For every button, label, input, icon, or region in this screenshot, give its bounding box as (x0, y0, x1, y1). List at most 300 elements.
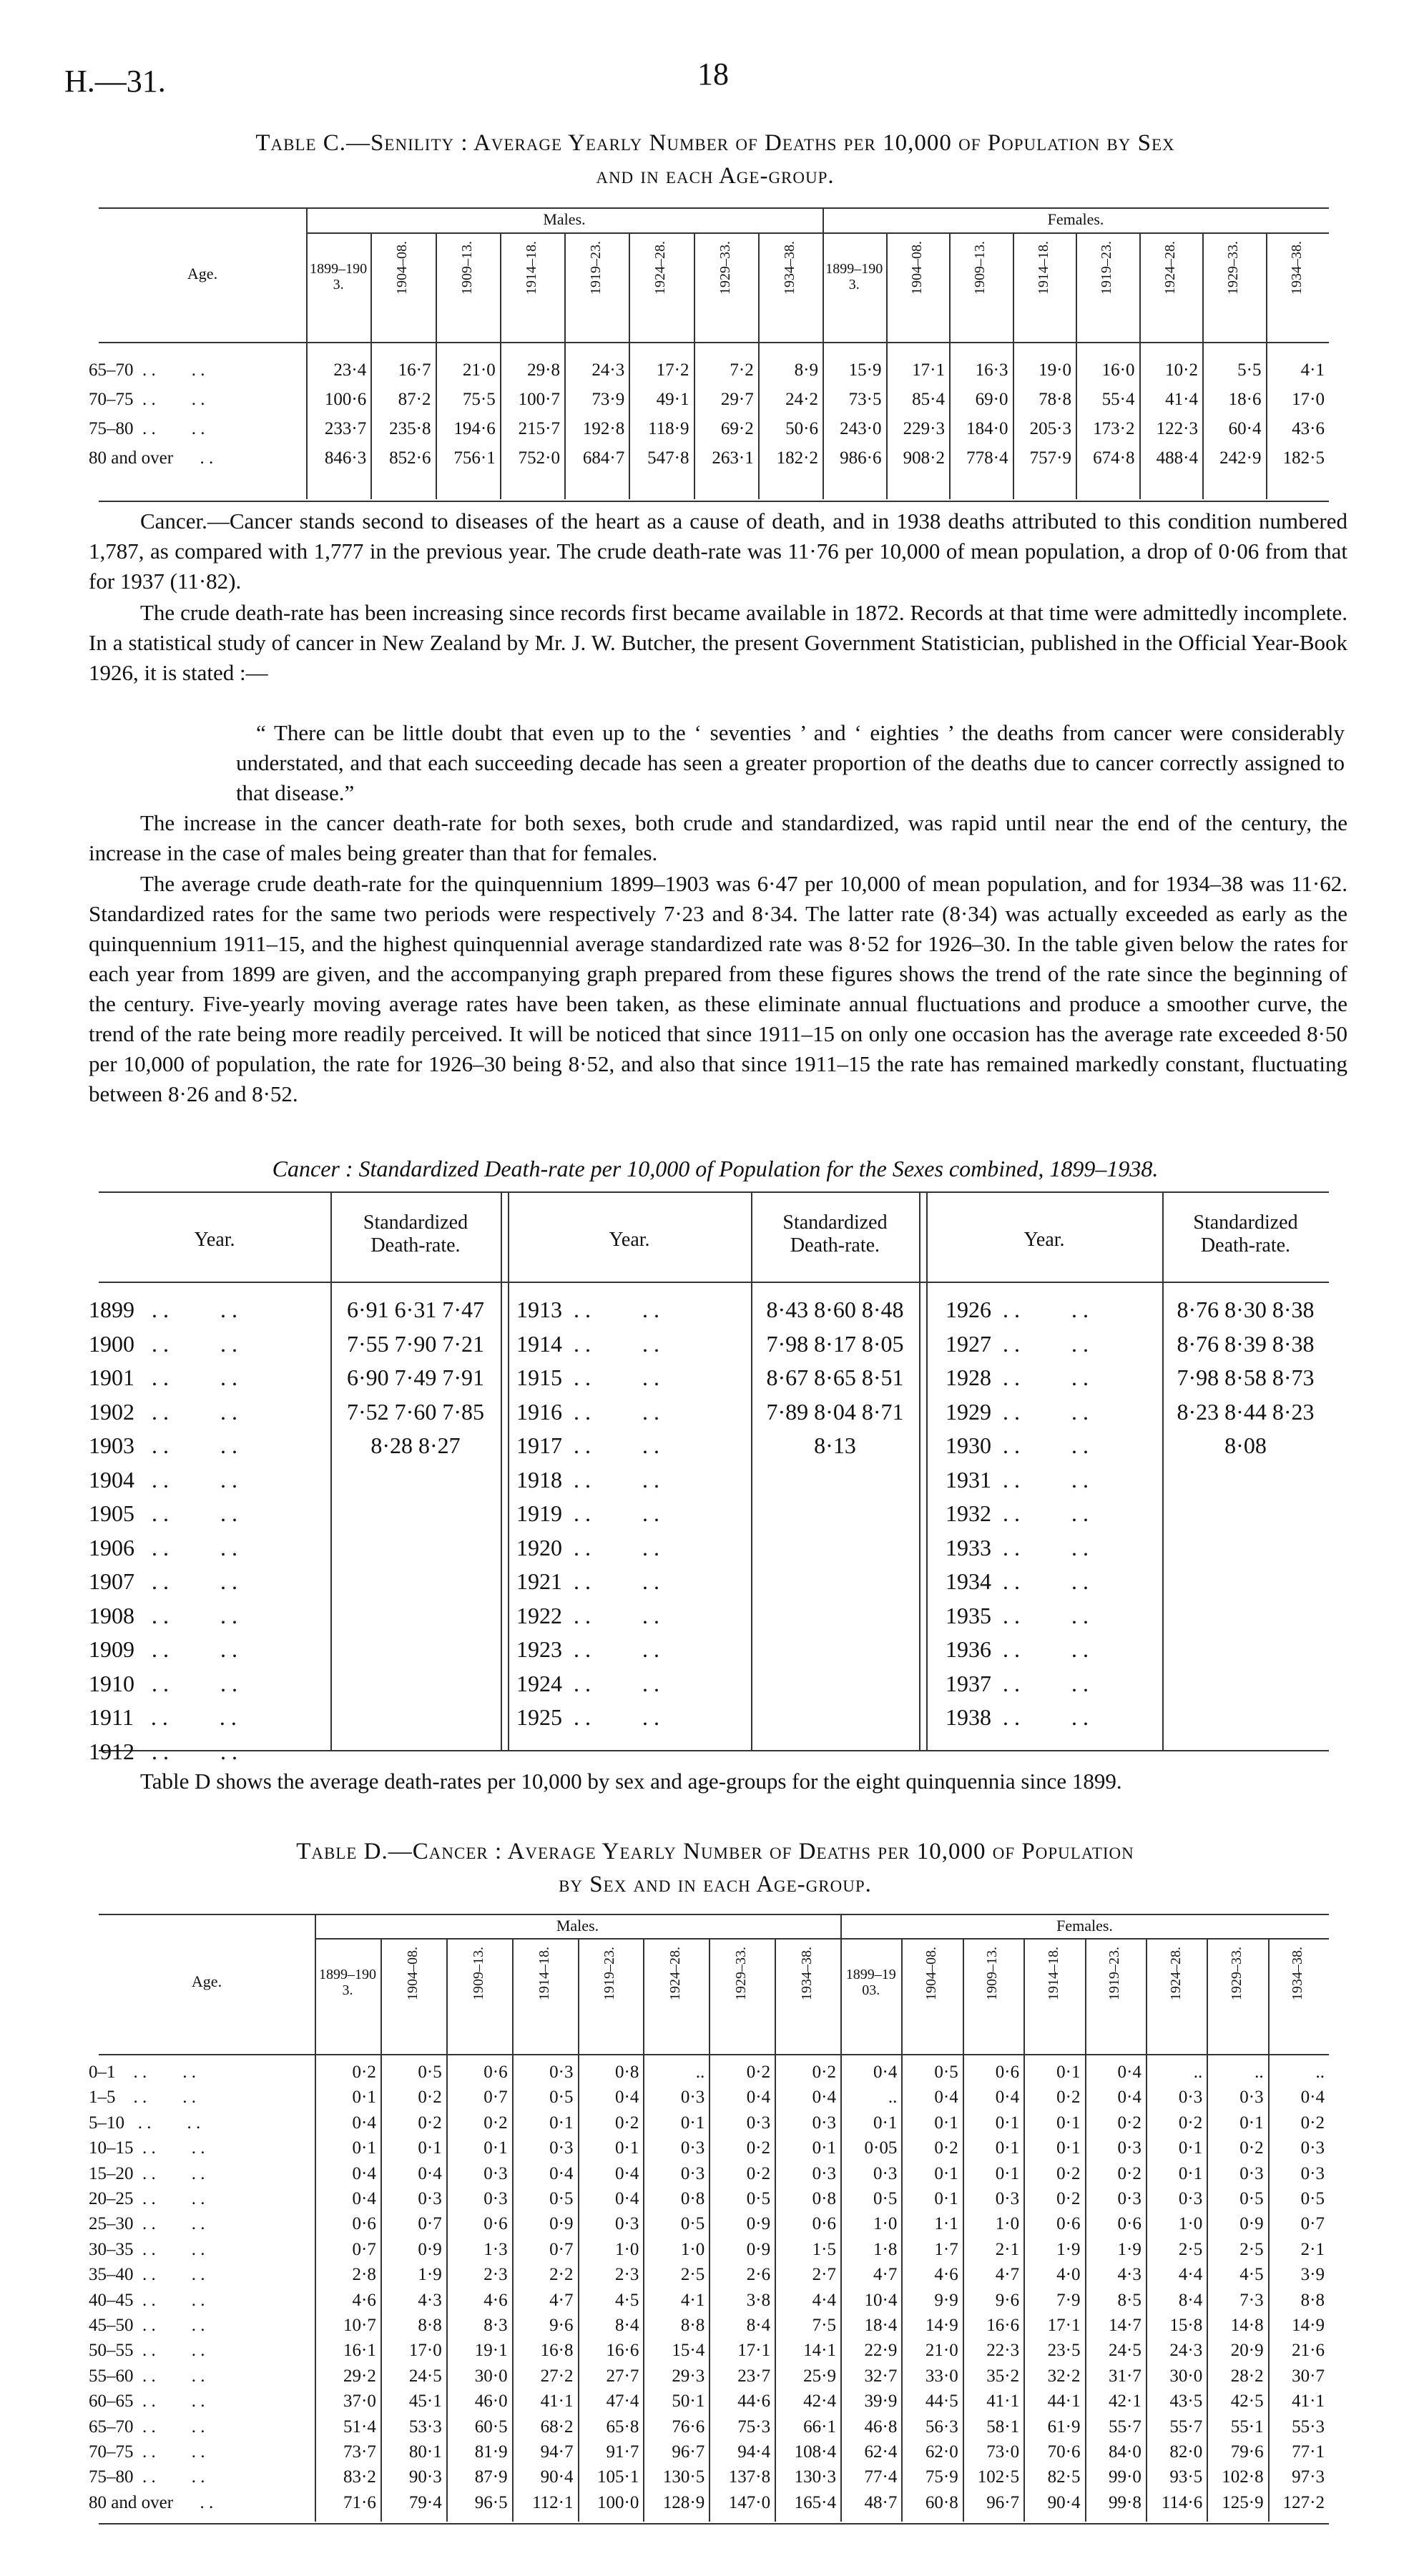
table-cell: 47·4 (606, 2391, 639, 2412)
table-cell: 14·1 (803, 2341, 836, 2361)
table-cell: 0·5 (418, 2063, 442, 2082)
table-cell: 1·3 (483, 2239, 508, 2259)
table-cell: .. (888, 2088, 898, 2108)
table-cell: 77·4 (864, 2467, 898, 2487)
table-row-age-label: 80 and over . . (89, 448, 214, 468)
table-cell: 2·3 (483, 2265, 508, 2285)
table-cell: 0·1 (812, 2138, 836, 2158)
table-d-age-header: Age. (191, 1972, 222, 1990)
table-cell: 0·3 (549, 2063, 574, 2082)
table-cell: 29·2 (343, 2366, 376, 2386)
table-cell: 1·7 (934, 2239, 958, 2259)
table-d-title-line2: by Sex and in each Age-group. (559, 1872, 872, 1897)
tableC-females-period-header: 1899–1903. (825, 261, 883, 292)
table-cell: 0·2 (1117, 2113, 1141, 2133)
table-cell: 22·3 (986, 2341, 1020, 2361)
table-cell: 75·3 (737, 2417, 771, 2437)
table-cell: 2·2 (549, 2265, 574, 2285)
table-cell: 4·3 (418, 2290, 442, 2310)
table-cell: 4·1 (1300, 360, 1325, 380)
table-row-age-label: 30–35 . . . . (89, 2239, 205, 2259)
table-cell: 82·5 (1047, 2467, 1081, 2487)
table-cell: 0·2 (352, 2063, 376, 2082)
table-cell: 0·2 (615, 2113, 639, 2133)
table-cell: 49·1 (656, 390, 689, 409)
table-cell: 83·2 (343, 2467, 376, 2487)
table-row-age-label: 0–1 . . . . (89, 2063, 196, 2082)
table-cell: 986·6 (840, 448, 882, 468)
table-cell: 0·2 (746, 2063, 771, 2082)
table-cell: 0·4 (352, 2113, 376, 2133)
table-cell: 130·3 (794, 2467, 836, 2487)
table-cell: 122·3 (1156, 419, 1198, 438)
table-cell: 4·3 (1117, 2265, 1141, 2285)
table-cell: 125·9 (1222, 2492, 1264, 2512)
table-cell: 37·0 (343, 2391, 376, 2412)
table-cell: 24·3 (1169, 2341, 1203, 2361)
table-cell: 0·4 (873, 2063, 898, 2082)
table-cell: 0·2 (746, 2163, 771, 2183)
table-cell: 43·6 (1292, 419, 1325, 438)
table-cell: 108·4 (794, 2442, 836, 2462)
table-cell: 2·5 (1239, 2239, 1264, 2259)
table-cell: 75·9 (925, 2467, 958, 2487)
tableD-females-period-header: 1914–18. (1045, 1947, 1061, 2000)
table-cell: 4·7 (995, 2265, 1020, 2285)
table-cell: 0·4 (934, 2088, 958, 2108)
table-cell: 14·7 (1109, 2316, 1141, 2335)
table-cell: 41·1 (1292, 2391, 1325, 2412)
table-cell: 0·1 (934, 2189, 958, 2208)
table-cell: 0·5 (1239, 2189, 1264, 2208)
table-cell: 0·3 (995, 2189, 1020, 2208)
table-cell: 29·3 (672, 2366, 705, 2386)
table-cell: 44·1 (1047, 2391, 1081, 2412)
std-years-column-1: 1899 . . . . 1900 . . . . 1901 . . . . 1902 . . . . 1903 . . . . 1904 . . . . 1905 . . . . 1906 . . . . 1907 . . . . 1908 . . . . 1909 . . . . 1910 . . . . 1911 . . . . 1912 . . . . (89, 1297, 237, 1764)
tableC-females-period-header: 1919–23. (1099, 241, 1115, 295)
std-rate-header-2: Standardized Death-rate. (782, 1211, 888, 1257)
table-cell: 55·7 (1169, 2417, 1203, 2437)
table-cell: 35·2 (986, 2366, 1020, 2386)
table-cell: 0·2 (1056, 2088, 1081, 2108)
table-cell: 130·5 (662, 2467, 705, 2487)
table-cell: 1·9 (1117, 2239, 1141, 2259)
standardized-table-title: Cancer : Standardized Death-rate per 10,000 of Population for the Sexes combined, 1899–1938. (272, 1156, 1159, 1181)
table-cell: 19·1 (474, 2341, 508, 2361)
tableC-males-period-header: 1904–08. (394, 241, 411, 295)
table-cell: 0·2 (934, 2138, 958, 2158)
tableC-males-period-header: 1899–1903. (310, 261, 368, 292)
table-cell: 105·1 (597, 2467, 639, 2487)
table-row-age-label: 80 and over . . (89, 2492, 214, 2512)
table-cell: 16·0 (1101, 360, 1135, 380)
table-cell: 205·3 (1029, 419, 1071, 438)
table-cell: 0·1 (483, 2138, 508, 2158)
tableD-females-period-header: 1934–38. (1290, 1947, 1306, 2000)
table-cell: 102·5 (977, 2467, 1020, 2487)
table-row-age-label: 15–20 . . . . (89, 2163, 205, 2183)
table-cell: 0·1 (1056, 2113, 1081, 2133)
table-cell: 14·9 (1292, 2316, 1325, 2335)
table-cell: 7·9 (1056, 2290, 1081, 2310)
table-row-age-label: 45–50 . . . . (89, 2316, 205, 2335)
table-cell: 182·2 (776, 448, 818, 468)
table-cell: 44·5 (925, 2391, 958, 2412)
std-years-column-2: 1913 . . . . 1914 . . . . 1915 . . . . 1916 . . . . 1917 . . . . 1918 . . . . 1919 . . . . 1920 . . . . 1921 . . . . 1922 . . . . 1923 . . . . 1924 . . . . 1925 . . . . (516, 1297, 659, 1730)
table-cell: 0·6 (995, 2063, 1020, 2082)
table-cell: 94·7 (540, 2442, 574, 2462)
table-cell: 4·5 (615, 2290, 639, 2310)
table-cell: 70·6 (1047, 2442, 1081, 2462)
table-cell: 0·6 (1056, 2214, 1081, 2234)
table-cell: 1·9 (418, 2265, 442, 2285)
table-cell: 93·5 (1169, 2467, 1203, 2487)
table-cell: 9·6 (549, 2316, 574, 2335)
table-cell: 0·1 (934, 2113, 958, 2133)
table-cell: 42·1 (1109, 2391, 1141, 2412)
table-cell: 79·6 (1230, 2442, 1264, 2462)
table-cell: 0·4 (615, 2088, 639, 2108)
table-cell: 14·9 (925, 2316, 958, 2335)
table-cell: 2·8 (352, 2265, 376, 2285)
table-cell: 61·9 (1047, 2417, 1081, 2437)
table-cell: 243·0 (840, 419, 882, 438)
tableC-males-period-header: 1919–23. (588, 241, 604, 295)
table-cell: 0·1 (1178, 2138, 1203, 2158)
table-cell: 32·2 (1047, 2366, 1081, 2386)
std-year-header-2: Year. (609, 1229, 650, 1251)
table-cell: 908·2 (903, 448, 945, 468)
table-cell: 10·4 (864, 2290, 898, 2310)
tableD-females-period-header: 1904–08. (923, 1947, 940, 2000)
table-cell: 0·2 (1056, 2189, 1081, 2208)
table-cell: 2·3 (615, 2265, 639, 2285)
table-cell: 0·3 (1300, 2163, 1325, 2183)
table-cell: 0·6 (812, 2214, 836, 2234)
table-cell: 0·4 (746, 2088, 771, 2108)
table-cell: 16·8 (540, 2341, 574, 2361)
table-cell: 7·5 (812, 2316, 836, 2335)
table-cell: 0·3 (1178, 2088, 1203, 2108)
table-cell: 0·3 (1178, 2189, 1203, 2208)
table-cell: 99·8 (1109, 2492, 1141, 2512)
table-cell: 182·5 (1282, 448, 1325, 468)
table-cell: 1·0 (1178, 2214, 1203, 2234)
table-cell: 0·2 (1178, 2113, 1203, 2133)
table-cell: 55·7 (1109, 2417, 1141, 2437)
table-cell: 23·7 (737, 2366, 771, 2386)
std-year-header-1: Year. (194, 1229, 235, 1251)
table-c-males-header: Males. (543, 210, 586, 228)
table-c-age-header: Age. (187, 265, 218, 282)
table-cell: 0·3 (1239, 2088, 1264, 2108)
table-cell: 0·7 (483, 2088, 508, 2108)
table-cell: 41·1 (540, 2391, 574, 2412)
table-cell: 752·0 (518, 448, 560, 468)
table-cell: 4·7 (549, 2290, 574, 2310)
table-cell: 147·0 (728, 2492, 771, 2512)
table-cell: 0·1 (1056, 2063, 1081, 2082)
table-cell: 1·0 (680, 2239, 705, 2259)
table-cell: 8·3 (483, 2316, 508, 2335)
table-cell: 0·8 (680, 2189, 705, 2208)
table-cell: 15·9 (848, 360, 882, 380)
table-cell: 0·3 (418, 2189, 442, 2208)
table-cell: 69·2 (720, 419, 754, 438)
table-cell: 118·9 (648, 419, 689, 438)
table-cell: 10·7 (343, 2316, 376, 2335)
table-cell: 0·1 (995, 2113, 1020, 2133)
table-cell: 4·6 (483, 2290, 508, 2310)
table-cell: 0·3 (1239, 2163, 1264, 2183)
table-cell: 0·6 (483, 2214, 508, 2234)
table-cell: 0·1 (549, 2113, 574, 2133)
table-cell: 4·6 (934, 2265, 958, 2285)
table-cell: 21·0 (462, 360, 496, 380)
table-cell: 55·1 (1230, 2417, 1264, 2437)
table-cell: 0·4 (1117, 2088, 1141, 2108)
table-cell: 80·1 (408, 2442, 442, 2462)
std-rates-column-3: 8·76 8·30 8·38 8·76 8·39 8·38 7·98 8·58 8·73 8·23 8·44 8·23 8·08 (1177, 1297, 1315, 1458)
tableC-males-period-header: 1909–13. (458, 241, 475, 295)
table-cell: 0·4 (1117, 2063, 1141, 2082)
table-cell: 78·8 (1039, 390, 1071, 409)
table-cell: 4·7 (873, 2265, 898, 2285)
table-cell: 184·0 (966, 419, 1008, 438)
table-row-age-label: 60–65 . . . . (89, 2391, 205, 2412)
tableC-females-period-header: 1924–28. (1162, 241, 1178, 295)
table-cell: 0·4 (549, 2163, 574, 2183)
tableC-males-period-header: 1924–28. (652, 241, 669, 295)
table-cell: 41·1 (986, 2391, 1020, 2412)
quotation-butcher: “ There can be little doubt that even up to the ‘ seventies ’ and ‘ eighties ’ the deaths from cancer were considerably understated, and that each succeeding decade has seen a greater proportion of the deaths due to cancer correctly assigned to that disease.” (236, 720, 1345, 805)
table-cell: 96·5 (474, 2492, 508, 2512)
table-cell: 43·5 (1169, 2391, 1203, 2412)
table-cell: 547·8 (647, 448, 689, 468)
table-cell: 0·5 (873, 2189, 898, 2208)
table-cell: 215·7 (518, 419, 560, 438)
table-cell: 0·1 (873, 2113, 898, 2133)
table-cell: 0·9 (746, 2239, 771, 2259)
table-cell: 1·8 (873, 2239, 898, 2259)
tableC-females-period-header: 1934–38. (1288, 241, 1305, 295)
table-row-age-label: 5–10 . . . . (89, 2113, 201, 2133)
table-cell: 846·3 (324, 448, 367, 468)
table-cell: 1·1 (934, 2214, 958, 2234)
table-cell: 0·1 (1056, 2138, 1081, 2158)
table-cell: 50·1 (672, 2391, 705, 2412)
table-cell: 55·3 (1292, 2417, 1325, 2437)
table-cell: 24·5 (1109, 2341, 1141, 2361)
table-cell: 68·2 (540, 2417, 574, 2437)
std-year-header-3: Year. (1023, 1229, 1065, 1251)
table-cell: 45·1 (408, 2391, 442, 2412)
table-cell: 114·6 (1161, 2492, 1203, 2512)
table-cell: 82·0 (1169, 2442, 1203, 2462)
table-cell: 0·5 (549, 2088, 574, 2108)
table-cell: 192·8 (582, 419, 625, 438)
tableD-males-period-header: 1909–13. (470, 1947, 486, 2000)
table-cell: 1·0 (995, 2214, 1020, 2234)
std-years-column-3: 1926 . . . . 1927 . . . . 1928 . . . . 1929 . . . . 1930 . . . . 1931 . . . . 1932 . . . . 1933 . . . . 1934 . . . . 1935 . . . . 1936 . . . . 1937 . . . . 1938 . . . . (946, 1297, 1089, 1730)
tableC-females-period-header: 1909–13. (972, 241, 988, 295)
table-cell: 60·4 (1228, 419, 1262, 438)
std-rate-header-3: Standardized Death-rate. (1193, 1211, 1298, 1257)
table-cell: 69·0 (975, 390, 1008, 409)
table-cell: 19·0 (1039, 360, 1071, 380)
table-cell: 8·5 (1117, 2290, 1141, 2310)
table-cell: 229·3 (903, 419, 945, 438)
paragraph-average-rates: The average crude death-rate for the quinquennium 1899–1903 was 6·47 per 10,000 of mean population, and for 1934–38 was 11·62. Standardized rates for the same two periods were respectively 7·23 and 8·34. The latter rate (8·34) was actually exceeded as early as the quinquennium 1911–15, and the highest quinquennial average standardized rate was 8·52 for 1926–30. In the table given below the rates for each year from 1899 are given, and the accompanying graph prepared from these figures shows the trend of the rate since the beginning of the century. Five-yearly moving average rates have been taken, as these eliminate annual fluctuations and produce a smoother curve, the trend of the rate being more readily perceived. It will be noticed that since 1911–15 on only one occasion has the average rate exceeded 8·50 per 10,000 of population, the rate for 1926–30 being 8·52, and also that since 1911–15 the rate has remained markedly constant, fluctuating between 8·26 and 8·52. (89, 871, 1347, 1106)
table-cell: 22·9 (864, 2341, 898, 2361)
table-cell: 9·9 (934, 2290, 958, 2310)
table-cell: 3·8 (746, 2290, 771, 2310)
table-cell: 0·1 (1178, 2163, 1203, 2183)
table-cell: 81·9 (474, 2442, 508, 2462)
table-cell: 0·3 (1117, 2138, 1141, 2158)
table-cell: 30·0 (474, 2366, 508, 2386)
table-cell: 24·5 (408, 2366, 442, 2386)
table-cell: 2·1 (1300, 2239, 1325, 2259)
table-cell: 9·6 (995, 2290, 1020, 2310)
table-cell: 85·4 (912, 390, 945, 409)
table-cell: 17·1 (912, 360, 945, 380)
table-cell: 16·6 (606, 2341, 639, 2361)
table-cell: 18·6 (1228, 390, 1262, 409)
tableD-males-period-header: 1904–08. (404, 1947, 421, 2000)
paragraph-cancer-intro: Cancer.—Cancer stands second to diseases of the heart as a cause of death, and in 1938 deaths attributed to this condition numbered 1,787, as compared with 1,777 in the previous year. The crude death-rate was 11·76 per 10,000 of mean population, a drop of 0·06 from that for 1937 (11·82). (89, 508, 1347, 594)
table-cell: 41·4 (1165, 390, 1198, 409)
table-cell: 100·6 (324, 390, 367, 409)
table-cell: 21·6 (1292, 2341, 1325, 2361)
table-cell: 27·2 (540, 2366, 574, 2386)
table-cell: 28·2 (1230, 2366, 1264, 2386)
table-cell: 263·1 (712, 448, 754, 468)
std-rate-header-1: Standardized Death-rate. (363, 1211, 468, 1257)
table-cell: 16·7 (398, 360, 431, 380)
table-cell: 0·7 (549, 2239, 574, 2259)
table-cell: 4·0 (1056, 2265, 1081, 2285)
table-cell: 102·8 (1222, 2467, 1264, 2487)
table-cell: 684·7 (582, 448, 625, 468)
table-cell: 1·0 (873, 2214, 898, 2234)
table-cell: 233·7 (324, 419, 367, 438)
tableD-males-period-header: 1914–18. (536, 1947, 552, 2000)
table-cell: .. (1315, 2063, 1325, 2082)
table-cell: 87·2 (398, 390, 431, 409)
table-row-age-label: 10–15 . . . . (89, 2138, 205, 2158)
table-cell: 91·7 (606, 2442, 639, 2462)
table-cell: 0·2 (418, 2113, 442, 2133)
table-cell: 3·9 (1300, 2265, 1325, 2285)
table-cell: 42·4 (803, 2391, 836, 2412)
tableC-males-period-header: 1929–33. (717, 241, 733, 295)
table-cell: 90·4 (540, 2467, 574, 2487)
table-cell: 8·8 (1300, 2290, 1325, 2310)
table-cell: 17·0 (1292, 390, 1325, 409)
table-cell: 97·3 (1292, 2467, 1325, 2487)
table-cell: 0·8 (812, 2189, 836, 2208)
table-cell: 0·1 (680, 2113, 705, 2133)
table-cell: 46·0 (474, 2391, 508, 2412)
table-cell: 42·5 (1230, 2391, 1264, 2412)
table-cell: 51·4 (343, 2417, 376, 2437)
table-cell: 44·6 (737, 2391, 771, 2412)
table-cell: 0·4 (418, 2163, 442, 2183)
table-row-age-label: 70–75 . . . . (89, 2442, 205, 2462)
tableC-males-period-header: 1934–38. (781, 241, 797, 295)
table-cell: 73·0 (986, 2442, 1020, 2462)
table-cell: 84·0 (1109, 2442, 1141, 2462)
table-cell: 0·2 (418, 2088, 442, 2108)
table-cell: 58·1 (986, 2417, 1020, 2437)
table-cell: 112·1 (532, 2492, 574, 2512)
table-cell: .. (1193, 2063, 1203, 2082)
tableD-females-period-header: 1909–13. (984, 1947, 1001, 2000)
table-row-age-label: 75–80 . . . . (89, 419, 205, 438)
table-row-age-label: 35–40 . . . . (89, 2265, 205, 2285)
table-row-age-label: 25–30 . . . . (89, 2214, 205, 2234)
table-c-females-header: Females. (1047, 210, 1104, 228)
tableD-females-period-header: 1919–23. (1106, 1947, 1123, 2000)
table-cell: 0·2 (1239, 2138, 1264, 2158)
table-cell: 30·7 (1292, 2366, 1325, 2386)
table-cell: 0·2 (1300, 2113, 1325, 2133)
table-cell: 0·3 (873, 2163, 898, 2183)
table-cell: 0·5 (934, 2063, 958, 2082)
tableD-males-period-header: 1934–38. (799, 1947, 815, 2000)
std-rates-column-1: 6·91 6·31 7·47 7·55 7·90 7·21 6·90 7·49 7·91 7·52 7·60 7·85 8·28 8·27 (347, 1297, 484, 1458)
table-cell: 0·2 (812, 2063, 836, 2082)
table-cell: 21·0 (925, 2341, 958, 2361)
table-cell: 0·7 (1300, 2214, 1325, 2234)
table-cell: .. (1254, 2063, 1264, 2082)
table-cell: 235·8 (389, 419, 431, 438)
table-cell: 0·3 (812, 2113, 836, 2133)
table-cell: 96·7 (672, 2442, 705, 2462)
table-cell: 30·0 (1169, 2366, 1203, 2386)
table-cell: 24·2 (785, 390, 818, 409)
table-cell: 14·8 (1230, 2316, 1264, 2335)
table-cell: 0·5 (549, 2189, 574, 2208)
table-cell: 17·0 (408, 2341, 442, 2361)
std-rates-column-2: 8·43 8·60 8·48 7·98 8·17 8·05 8·67 8·65 8·51 7·89 8·04 8·71 8·13 (766, 1297, 904, 1458)
table-cell: 0·8 (615, 2063, 639, 2082)
table-cell: 96·7 (986, 2492, 1020, 2512)
table-cell: 31·7 (1109, 2366, 1141, 2386)
table-cell: 8·9 (794, 360, 818, 380)
table-cell: 29·7 (720, 390, 754, 409)
table-cell: 60·8 (925, 2492, 958, 2512)
table-cell: 2·5 (680, 2265, 705, 2285)
table-cell: 65·8 (606, 2417, 639, 2437)
table-cell: 16·1 (343, 2341, 376, 2361)
table-cell: 53·3 (408, 2417, 442, 2437)
table-cell: 0·6 (1117, 2214, 1141, 2234)
table-cell: 1·9 (1056, 2239, 1081, 2259)
table-cell: 76·6 (672, 2417, 705, 2437)
table-cell: 32·7 (864, 2366, 898, 2386)
table-cell: 73·9 (591, 390, 625, 409)
table-cell: 25·9 (803, 2366, 836, 2386)
table-row-age-label: 50–55 . . . . (89, 2341, 205, 2361)
page-number: 18 (697, 56, 729, 92)
table-cell: 2·7 (812, 2265, 836, 2285)
table-cell: 756·1 (453, 448, 496, 468)
table-cell: 4·1 (680, 2290, 705, 2310)
table-cell: 62·4 (864, 2442, 898, 2462)
table-cell: 16·3 (975, 360, 1008, 380)
